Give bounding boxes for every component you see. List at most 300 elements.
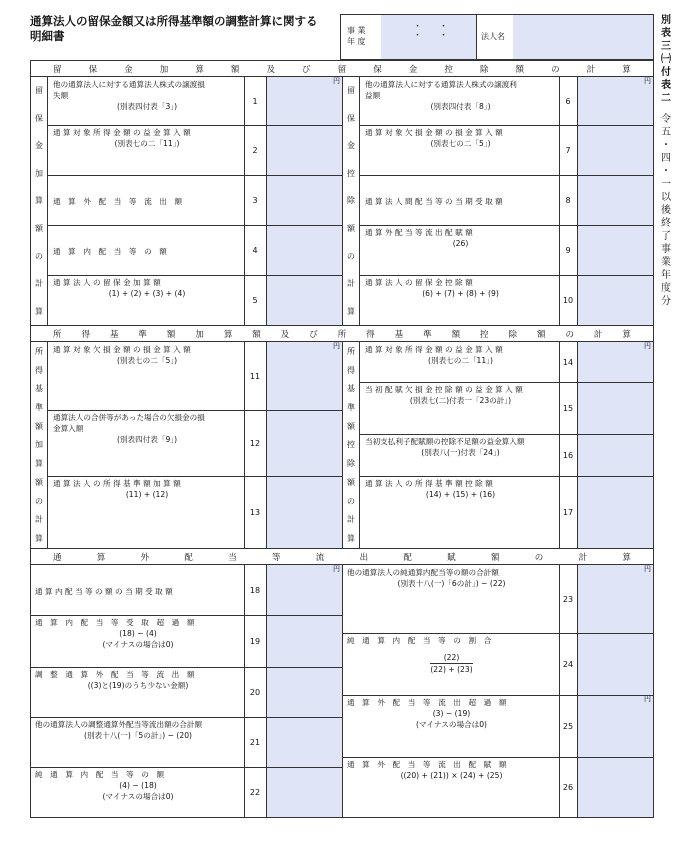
section2-right-vertical xyxy=(343,342,359,548)
yen-unit-label: 円 xyxy=(644,565,651,573)
row-label-line1: 通 算 内 配 当 等 受 取 超 過 額 xyxy=(35,618,195,627)
line-number xyxy=(244,767,266,817)
row-label xyxy=(49,125,244,175)
section-title-char: 額 xyxy=(166,329,176,340)
corp-name-label: 法人名 xyxy=(481,32,505,41)
vertical-label-char: 計 xyxy=(347,515,355,525)
yen-unit-label: 円 xyxy=(333,342,340,350)
vertical-label-char: の xyxy=(347,251,355,261)
amount-field-10[interactable] xyxy=(578,275,653,325)
divider xyxy=(360,275,653,276)
divider xyxy=(360,175,653,176)
row-label-line2: (別表七の二「5」) xyxy=(430,139,491,148)
form-title xyxy=(30,14,340,44)
vertical-label-char: 額 xyxy=(35,477,43,487)
amount-field-13[interactable] xyxy=(267,476,342,548)
row-label-line2: 金算入額 xyxy=(53,424,84,433)
section-title-char: 等 xyxy=(271,552,281,563)
side-tab-note-char: 分 xyxy=(661,296,671,307)
vertical-label-char: 保 xyxy=(347,113,355,123)
section-title-char: 算 xyxy=(223,329,233,340)
vertical-label-char: 基 xyxy=(347,384,355,394)
row-label xyxy=(49,77,244,125)
row-label xyxy=(49,225,244,275)
row-label xyxy=(49,275,244,325)
divider xyxy=(48,125,342,126)
section-title-char: の xyxy=(565,329,574,340)
line-number xyxy=(559,77,577,125)
section-title-char: 金 xyxy=(408,64,418,75)
amount-field-22[interactable] xyxy=(267,767,342,817)
section-title-char: 外 xyxy=(140,552,150,563)
vertical-label-char: 除 xyxy=(347,196,355,206)
year-label-2: 年 度 xyxy=(347,37,366,46)
vertical-label-char: 控 xyxy=(347,168,355,178)
amount-field-21[interactable] xyxy=(267,717,342,767)
vertical-label-char: 基 xyxy=(35,384,43,394)
form-frame xyxy=(30,60,654,818)
line-number xyxy=(244,615,266,667)
row-label-line1: 通 算 対 象 欠 損 金 額 の 損 金 算 入 額 xyxy=(365,128,503,137)
vertical-label-char: 額 xyxy=(35,421,43,431)
amount-field-7[interactable] xyxy=(578,125,653,175)
line-number-text: 25 xyxy=(562,721,574,731)
line-number-text: 14 xyxy=(562,357,574,367)
section-title-char: 得 xyxy=(81,329,90,340)
line-number xyxy=(559,225,577,275)
row-label-line1: 当 初 配 賦 欠 損 金 控 除 額 の 益 金 算 入 額 xyxy=(365,385,523,394)
section-title-char: 額 xyxy=(515,64,525,75)
line-number xyxy=(559,757,577,817)
amount-field-14[interactable] xyxy=(578,342,653,382)
side-tab xyxy=(656,14,676,308)
section-title-char: 流 xyxy=(315,552,325,563)
row-label-line2: (4) − (18) xyxy=(119,781,157,790)
vertical-label-char: 計 xyxy=(35,515,43,525)
row-label-line2: (18) − (4) xyxy=(119,629,157,638)
section1-title xyxy=(31,61,653,76)
vertical-label-char: 算 xyxy=(347,306,355,316)
vertical-label-char: の xyxy=(35,496,43,506)
line-number-text: 24 xyxy=(562,659,574,669)
vertical-label-char: 加 xyxy=(35,168,43,178)
row-label-line1: 調 整 通 算 外 配 当 等 流 出 額 xyxy=(35,670,195,679)
year-label xyxy=(347,25,366,47)
row-label-line1: 純 通 算 内 配 当 等 の 割 合 xyxy=(347,636,492,645)
vertical-label-char: 準 xyxy=(347,403,355,413)
vertical-label-char: の xyxy=(35,251,43,261)
amount-field-23[interactable] xyxy=(578,565,653,633)
section-title-char: 賦 xyxy=(447,552,456,563)
side-tab-note-char: 四 xyxy=(661,153,671,164)
section1-right-vertical xyxy=(343,77,359,325)
row-label-line1: 他の通算法人の純通算内配当等の額の合計額 xyxy=(347,568,499,577)
section-title-char: 計 xyxy=(593,329,603,340)
side-tab-char: 三 xyxy=(661,41,671,52)
row-label-line1: 純 通 算 内 配 当 等 の 額 xyxy=(35,770,165,779)
row-label xyxy=(49,342,244,410)
section-title-char: 加 xyxy=(195,329,204,340)
section-title-char: 除 xyxy=(479,64,489,75)
line-number-text: 18 xyxy=(249,585,261,595)
amount-field-24[interactable] xyxy=(578,633,653,695)
line-number-text: 16 xyxy=(562,450,574,460)
line-number-text: 13 xyxy=(249,507,261,517)
vertical-label-char: 算 xyxy=(35,306,43,316)
line-number-text: 10 xyxy=(562,295,574,305)
row-label xyxy=(361,175,559,225)
section2-left-vertical xyxy=(31,342,47,548)
section-title-char: 算 xyxy=(622,552,631,563)
row-label-line2: ((3)と(19)のうち少ない金額) xyxy=(87,681,189,690)
section-title-char: 留 xyxy=(337,64,347,75)
divider xyxy=(48,410,342,411)
row-label-line3: (マイナスの場合は0) xyxy=(415,720,488,729)
row-label xyxy=(361,77,559,125)
line-number xyxy=(559,342,577,382)
line-number-text: 6 xyxy=(565,96,571,106)
section3-title xyxy=(31,549,653,564)
row-label-line1: 通 算 内 配 当 等 の 額 の 当 期 受 取 額 xyxy=(35,586,173,596)
row-label xyxy=(361,382,559,434)
row-label xyxy=(31,717,244,767)
row-label-line2: (6) + (7) + (8) + (9) xyxy=(422,289,499,298)
row-label-line1: 他の通算法人の調整通算外配当等流出額の合計額 xyxy=(35,720,203,729)
section-title-char: 所 xyxy=(337,329,347,340)
line-number-text: 4 xyxy=(252,245,258,255)
amount-field-5[interactable] xyxy=(267,275,342,325)
line-number-text: 1 xyxy=(252,96,258,106)
divider xyxy=(343,633,653,634)
amount-field-20[interactable] xyxy=(267,667,342,717)
vertical-label-char: 算 xyxy=(35,196,43,206)
side-tab-note-char: 一 xyxy=(661,179,671,190)
side-tab-char: 二 xyxy=(661,93,671,104)
yen-unit-label: 円 xyxy=(333,565,340,573)
amount-field-1[interactable] xyxy=(267,77,342,125)
row-label-line1: 他の通算法人に対する通算法人株式の譲渡利 xyxy=(365,80,517,89)
vertical-label-char: 額 xyxy=(347,477,355,487)
side-tab-char: ㈠ xyxy=(661,54,671,65)
side-tab-note-char: ・ xyxy=(661,166,671,177)
divider xyxy=(359,77,360,325)
line-number xyxy=(559,175,577,225)
divider xyxy=(343,695,653,696)
section-title-char: 保 xyxy=(373,64,382,75)
divider xyxy=(47,77,48,325)
line-number-text: 26 xyxy=(562,782,574,792)
side-tab-char: 表 xyxy=(661,80,671,91)
row-label-line1: 通 算 外 配 当 等 流 出 超 過 額 xyxy=(347,698,507,707)
section-title-char: 得 xyxy=(366,329,375,340)
row-label-line2: (別表七の二「5」) xyxy=(116,356,178,365)
line-number-text: 2 xyxy=(252,145,258,155)
divider xyxy=(359,342,360,548)
vertical-label-char: 控 xyxy=(347,440,355,450)
line-number xyxy=(244,410,266,476)
section-title-char: び xyxy=(309,329,318,340)
line-number xyxy=(559,125,577,175)
side-tab-note-char: 五 xyxy=(661,127,671,138)
row-label xyxy=(31,767,244,817)
vertical-label-char: 得 xyxy=(347,365,355,375)
divider xyxy=(47,342,48,548)
row-label-line1: 通算法人の合併等があった場合の欠損金の損 xyxy=(53,413,205,422)
row-label-line1: 通 算 法 人 の 留 保 金 加 算 額 xyxy=(53,278,161,287)
row-label-line3: (別表四付表「8」) xyxy=(430,102,491,111)
divider xyxy=(360,476,653,477)
row-label-line1: 通 算 内 配 当 等 の 額 xyxy=(53,246,167,256)
divider xyxy=(342,77,343,325)
line-number xyxy=(559,695,577,757)
section-title-char: 基 xyxy=(109,329,119,340)
line-number xyxy=(559,476,577,548)
vertical-label-char: 金 xyxy=(347,141,355,151)
yen-unit-label: 円 xyxy=(333,77,340,85)
row-label-line1: 他の通算法人に対する通算法人株式の譲渡損 xyxy=(53,80,205,89)
section-title-char: 算 xyxy=(622,329,631,340)
row-label xyxy=(343,565,559,633)
amount-field-18[interactable] xyxy=(267,565,342,615)
section-title-char: 加 xyxy=(159,64,169,75)
divider xyxy=(360,125,653,126)
section-title-char: 算 xyxy=(622,64,631,75)
line-number xyxy=(559,633,577,695)
line-number xyxy=(244,175,266,225)
amount-field-8[interactable] xyxy=(578,175,653,225)
line-number-text: 5 xyxy=(252,295,258,305)
row-label-line2: ((20) + (21)) × (24) + (25) xyxy=(400,771,503,780)
line-number xyxy=(244,667,266,717)
section1-left-vertical xyxy=(31,77,47,325)
section-title-char: 算 xyxy=(195,64,204,75)
row-label xyxy=(361,342,559,382)
row-label-line3: (別表四付表「3」) xyxy=(116,102,178,111)
row-label xyxy=(49,476,244,548)
yen-unit-label: 円 xyxy=(644,695,651,703)
section-title-char: 及 xyxy=(266,64,275,75)
vertical-label-char: 額 xyxy=(35,224,43,233)
row-label xyxy=(361,225,559,275)
row-label-line1: 通 算 法 人 の 所 得 基 準 額 加 算 額 xyxy=(53,479,181,488)
fiscal-year-field[interactable]: ・ ・ ・ ・ xyxy=(381,15,476,59)
side-tab-note-char: 事 xyxy=(661,244,671,255)
vertical-label-char: 金 xyxy=(35,141,43,151)
row-label xyxy=(361,476,559,548)
section-title-char: 金 xyxy=(124,64,133,75)
divider xyxy=(48,275,342,276)
ratio-numerator: (22) xyxy=(430,652,472,664)
row-label-line1: 通 算 法 人 の 留 保 金 控 除 額 xyxy=(365,278,473,287)
amount-field-6[interactable] xyxy=(578,77,653,125)
section-title-char: 基 xyxy=(394,329,404,340)
vertical-label-char: 所 xyxy=(347,346,355,356)
line-number-text: 3 xyxy=(252,195,258,205)
divider xyxy=(31,717,342,718)
row-label-line2: (11) + (12) xyxy=(125,490,169,499)
section-title-char: 控 xyxy=(444,64,453,75)
side-tab-note-char: 後 xyxy=(661,205,671,216)
row-label-line1: 通 算 法 人 の 所 得 基 準 額 控 除 額 xyxy=(365,479,493,488)
section-title-char: 配 xyxy=(403,552,412,563)
vertical-label-char: 保 xyxy=(35,113,43,123)
row-label-line1: 当初支払利子配賦額の控除不足額の益金算入額 xyxy=(365,437,525,446)
row-label-line2: (別表十八(一)「6の計」) − (22) xyxy=(397,579,506,588)
divider xyxy=(343,757,653,758)
header-box xyxy=(340,14,654,60)
row-label-line2: 益額 xyxy=(365,91,381,100)
row-label-line3: (マイナスの場合は0) xyxy=(102,640,174,649)
section-title-char: 額 xyxy=(451,329,461,340)
side-tab-note-char: ・ xyxy=(661,140,671,151)
amount-field-26[interactable] xyxy=(578,757,653,817)
section-title-char: の xyxy=(534,552,544,563)
side-tab-note-char: 度 xyxy=(661,283,671,294)
amount-field-3[interactable] xyxy=(267,175,342,225)
section-title-char: 除 xyxy=(508,329,518,340)
row-label-line1: 通 算 外 配 当 等 流 出 額 xyxy=(53,196,183,206)
line-number xyxy=(244,125,266,175)
row-label-line1: 通 算 対 象 所 得 金 額 の 益 金 算 入 額 xyxy=(365,345,503,354)
year-label-1: 事 業 xyxy=(347,26,366,35)
row-label-line1: 通 算 外 配 当 等 流 出 配 賦 額 xyxy=(365,228,473,237)
row-label xyxy=(31,615,244,667)
side-tab-note-char: 了 xyxy=(661,231,671,242)
vertical-label-char: 加 xyxy=(35,440,43,450)
row-label-line1: 通 算 外 配 当 等 流 出 配 賦 額 xyxy=(347,760,507,769)
row-label xyxy=(343,695,559,757)
section-title-char: の xyxy=(551,64,560,75)
section-title-char: 配 xyxy=(184,552,193,563)
title-line-1: 通算法人の留保金額又は所得基準額の調整計算に関する xyxy=(30,14,318,28)
side-tab-note-char: 以 xyxy=(661,192,671,203)
section-title-char: 額 xyxy=(536,329,546,340)
line-number xyxy=(559,565,577,633)
amount-field-15[interactable] xyxy=(578,382,653,434)
row-label-line2: (別表七の二「11」) xyxy=(428,356,493,365)
corp-name-field[interactable] xyxy=(513,15,653,59)
vertical-label-char: 額 xyxy=(347,421,355,431)
row-label xyxy=(49,175,244,225)
vertical-label-char: 計 xyxy=(347,279,355,289)
section-title-char: 額 xyxy=(230,64,240,75)
divider xyxy=(31,667,342,668)
ratio-denominator: (22) + (23) xyxy=(430,665,473,674)
vertical-label-char: 計 xyxy=(35,279,43,289)
row-label-line2: (別表八(一)付表「24」) xyxy=(421,448,500,457)
title-line-2: 明細書 xyxy=(30,29,65,43)
section2-title xyxy=(31,326,653,341)
line-number-text: 21 xyxy=(249,737,261,747)
section-title-char: 出 xyxy=(359,552,369,563)
line-number-text: 12 xyxy=(249,438,261,448)
yen-unit-label: 円 xyxy=(644,342,651,350)
line-number xyxy=(559,275,577,325)
vertical-label-char: 除 xyxy=(347,459,355,469)
line-number xyxy=(244,565,266,615)
section-title-char: 準 xyxy=(138,329,147,340)
amount-field-2[interactable] xyxy=(267,125,342,175)
row-label-line2: (1) + (2) + (3) + (4) xyxy=(108,289,186,298)
amount-field-4[interactable] xyxy=(267,225,342,275)
divider xyxy=(31,615,342,616)
side-tab-note-char: 業 xyxy=(661,257,671,268)
side-tab-note-char: 年 xyxy=(661,270,671,281)
line-number xyxy=(244,77,266,125)
line-number-text: 11 xyxy=(249,371,261,381)
divider xyxy=(48,225,342,226)
vertical-label-char: 得 xyxy=(35,365,43,375)
row-label-line3: (別表四付表「9」) xyxy=(116,435,178,444)
row-label xyxy=(343,633,559,695)
row-label-line1: 通 算 対 象 欠 損 金 額 の 損 金 算 入 額 xyxy=(53,345,191,354)
amount-field-25[interactable] xyxy=(578,695,653,757)
amount-field-11[interactable] xyxy=(267,342,342,410)
divider xyxy=(360,382,653,383)
row-label xyxy=(49,410,244,476)
divider xyxy=(48,175,342,176)
amount-field-9[interactable] xyxy=(578,225,653,275)
vertical-label-char: 額 xyxy=(347,224,355,233)
section-title-char: 計 xyxy=(578,552,588,563)
vertical-label-char: 所 xyxy=(35,346,43,356)
side-tab-char: 表 xyxy=(661,28,671,39)
line-number xyxy=(244,476,266,548)
vertical-label-char: 算 xyxy=(35,459,43,469)
amount-field-16[interactable] xyxy=(578,434,653,476)
yen-unit-label: 円 xyxy=(644,77,651,85)
section-title-char: 算 xyxy=(96,552,106,563)
section-title-char: 保 xyxy=(88,64,98,75)
line-number-text: 7 xyxy=(565,145,571,155)
row-label xyxy=(361,125,559,175)
line-number-text: 15 xyxy=(562,403,574,413)
vertical-label-char: の xyxy=(347,496,355,506)
line-number-text: 8 xyxy=(565,195,571,205)
row-label-line2: (別表十八(一)「5の計」) − (20) xyxy=(83,731,192,740)
row-label-line2: (別表七(二)付表一「23の計」) xyxy=(409,396,512,405)
section-title-char: 額 xyxy=(252,329,261,340)
line-number xyxy=(559,382,577,434)
row-label-line2: (14) + (15) + (16) xyxy=(425,490,496,499)
divider xyxy=(360,225,653,226)
amount-field-19[interactable] xyxy=(267,615,342,667)
section-title-char: 計 xyxy=(586,64,596,75)
line-number-text: 19 xyxy=(249,636,261,646)
amount-field-17[interactable] xyxy=(578,476,653,548)
row-label-line2: 失額 xyxy=(53,91,69,100)
section-title-char: 通 xyxy=(53,552,62,563)
line-number-text: 20 xyxy=(249,687,261,697)
section-title-char: 留 xyxy=(53,64,62,75)
line-number-text: 22 xyxy=(249,787,261,797)
section-title-char: 準 xyxy=(423,329,432,340)
divider xyxy=(48,476,342,477)
line-number-text: 17 xyxy=(562,507,574,517)
line-number-text: 9 xyxy=(565,245,571,255)
vertical-label-char: 留 xyxy=(35,86,43,96)
section-title-char: 額 xyxy=(490,552,500,563)
amount-field-12[interactable] xyxy=(267,410,342,476)
section-title-char: 及 xyxy=(280,329,290,340)
line-number xyxy=(244,717,266,767)
row-label xyxy=(361,275,559,325)
row-label-line1: 通 算 法 人 間 配 当 等 の 当 期 受 取 額 xyxy=(365,196,503,206)
row-label xyxy=(31,565,244,615)
row-label xyxy=(343,757,559,817)
divider xyxy=(360,434,653,435)
divider xyxy=(31,767,342,768)
